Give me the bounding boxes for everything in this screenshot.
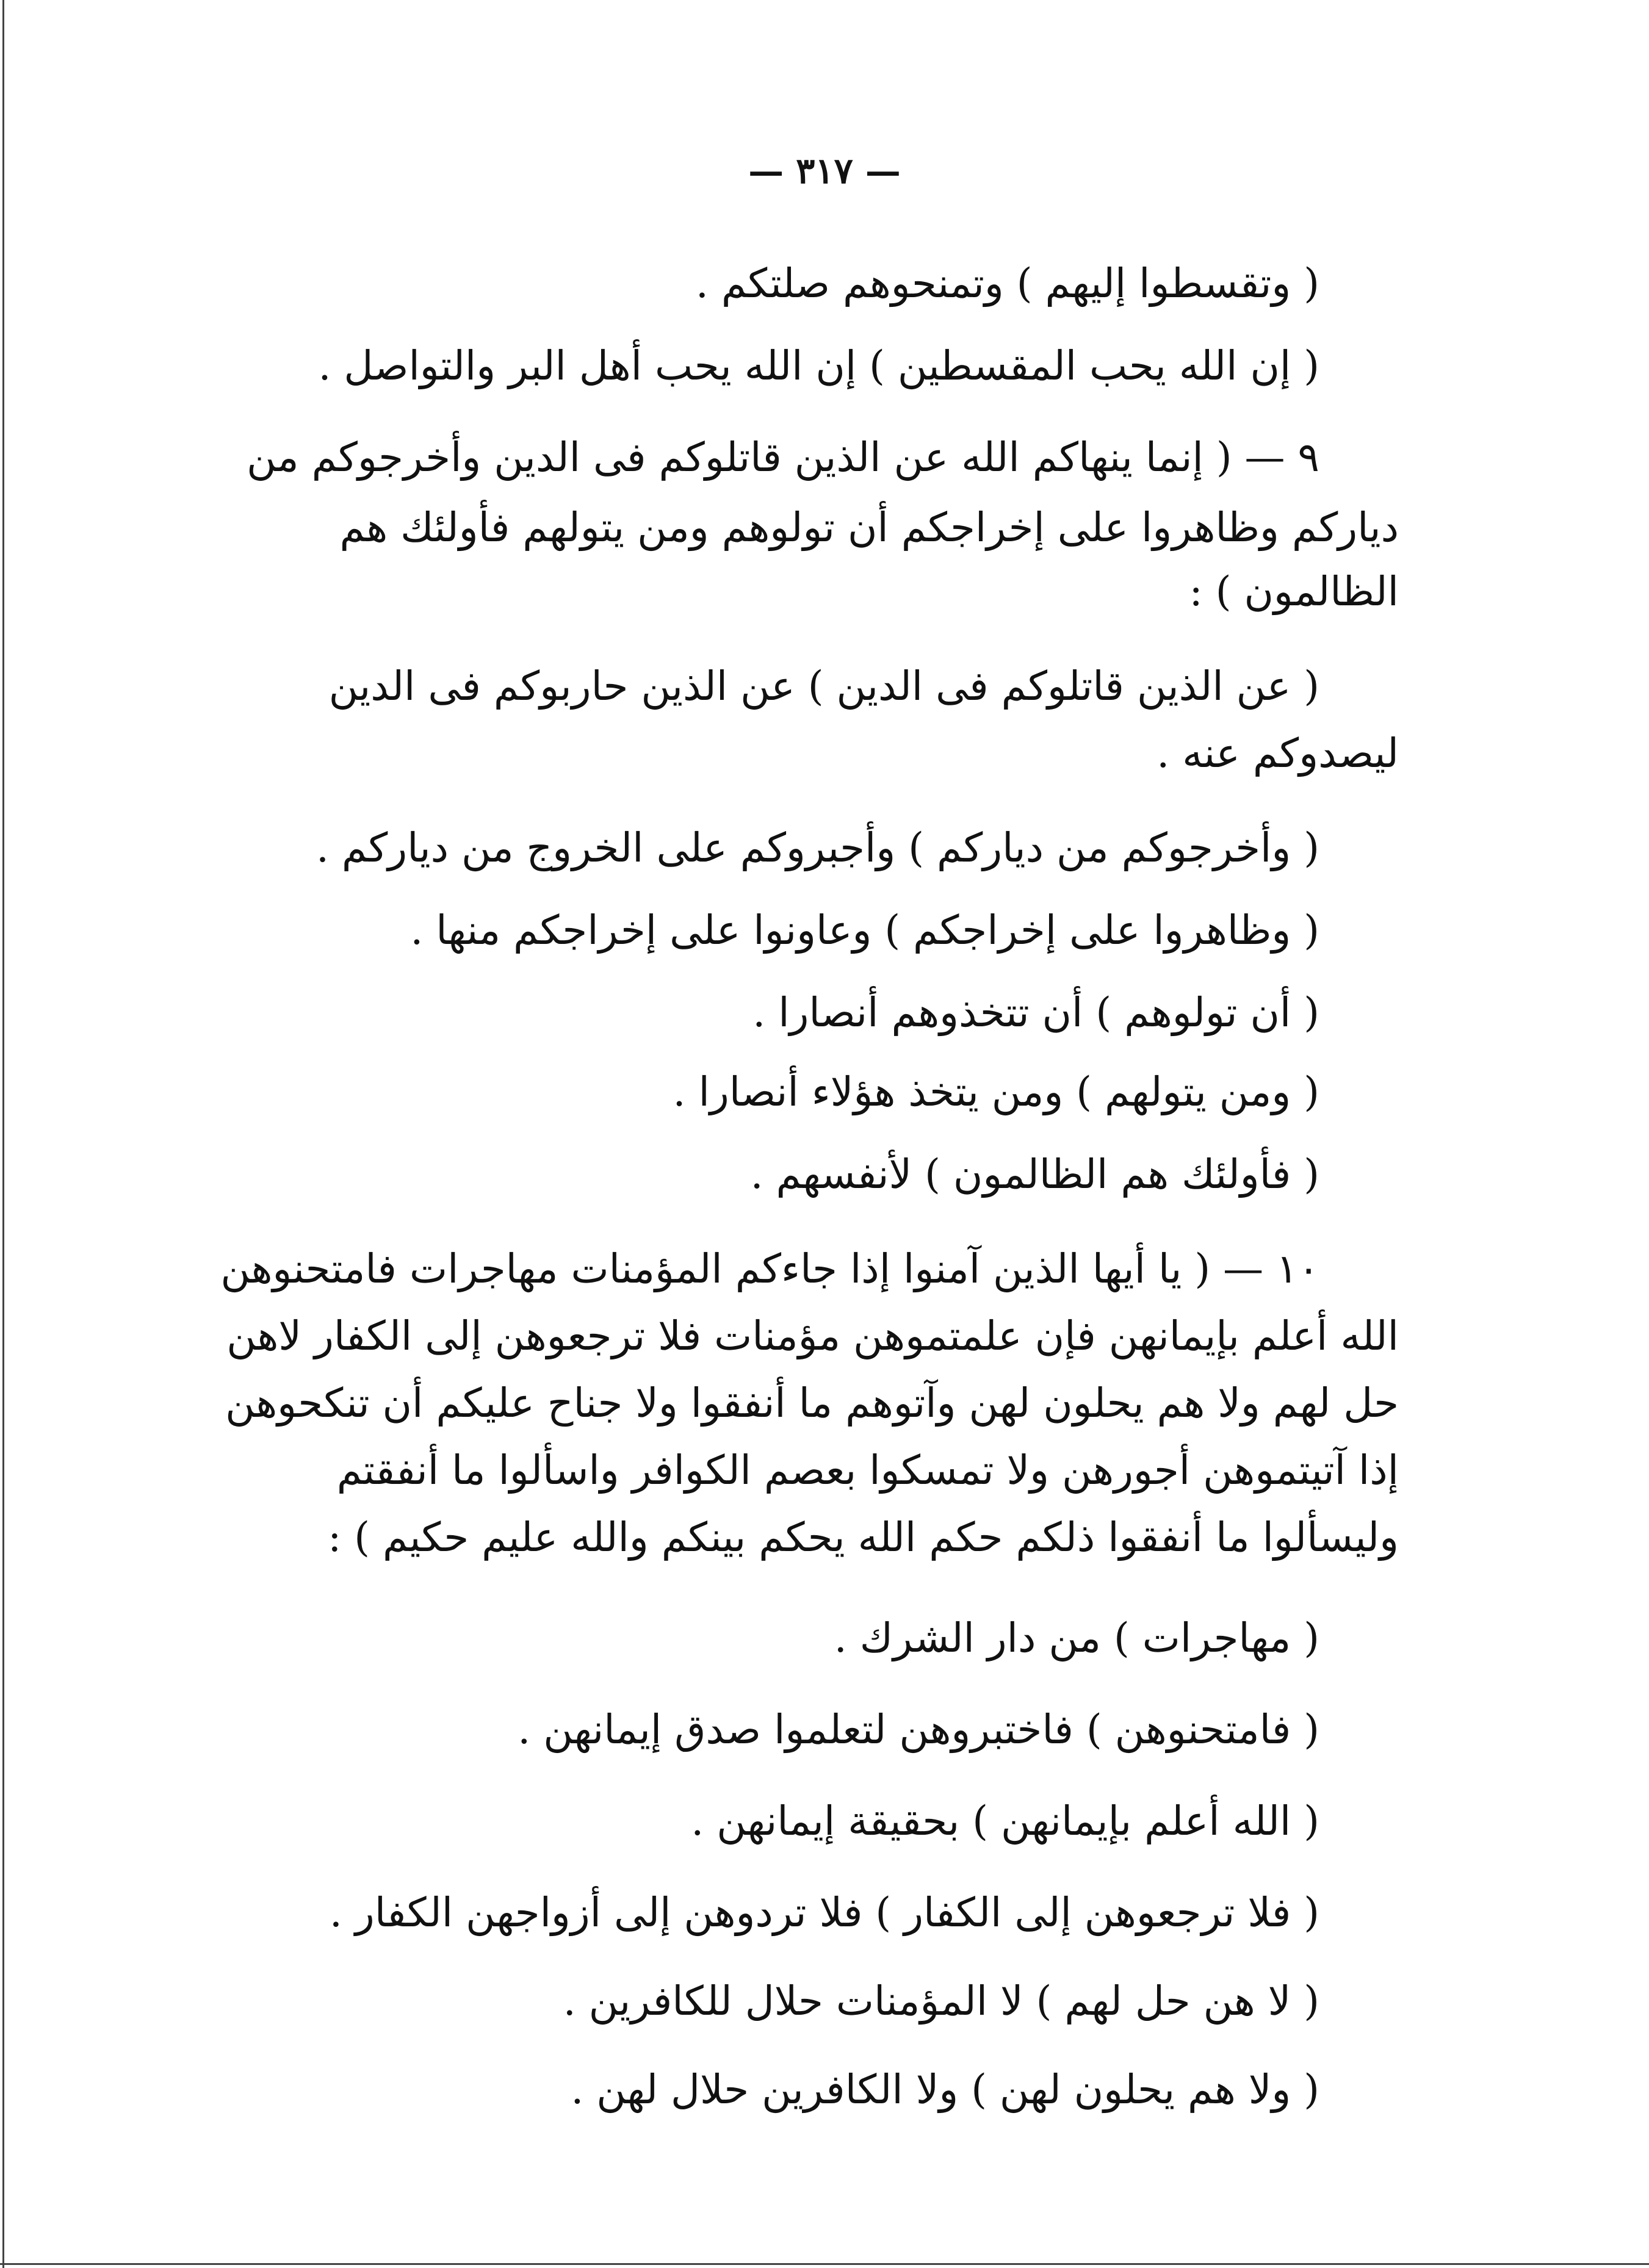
text-line-17: وليسألوا ما أنفقوا ذلكم حكم الله يحكم بينكم والله عليم حكيم ) : [328,1514,1399,1561]
text-line-18: ( مهاجرات ) من دار الشرك . [834,1615,1319,1661]
text-line-9: ( وظاهروا على إخراجكم ) وعاونوا على إخراجكم منها . [410,907,1319,954]
page-number: — ٣١٧ — [748,150,901,192]
page-bottom-border [0,2263,1649,2265]
text-line-21: ( فلا ترجعوهن إلى الكفار ) فلا تردوهن إلى أزواجهن الكفار . [329,1889,1319,1936]
text-line-12: ( فأولئك هم الظالمون ) لأنفسهم . [750,1151,1319,1198]
page-left-border [2,0,4,2268]
text-line-1: ( وتقسطوا إليهم ) وتمنحوهم صلتكم . [695,260,1319,307]
text-line-22: ( لا هن حل لهم ) لا المؤمنات حلال للكافرين . [563,1978,1319,2025]
text-line-7: ليصدوكم عنه . [1156,730,1399,777]
text-line-23: ( ولا هم يحلون لهن ) ولا الكافرين حلال لهن . [571,2066,1319,2113]
text-line-3: ٩ — ( إنما ينهاكم الله عن الذين قاتلوكم فى الدين وأخرجوكم من [247,434,1319,481]
text-line-2: ( إن الله يحب المقسطين ) إن الله يحب أهل البر والتواصل . [318,342,1319,389]
text-line-14: الله أعلم بإيمانهن فإن علمتموهن مؤمنات فلا ترجعوهن إلى الكفار لاهن [226,1312,1399,1359]
text-line-16: إذا آتيتموهن أجورهن ولا تمسكوا بعصم الكوافر واسألوا ما أنفقتم [336,1447,1399,1494]
text-line-5: الظالمون ) : [1189,568,1399,615]
text-line-8: ( وأخرجوكم من دياركم ) وأجبروكم على الخروج من دياركم . [316,824,1319,871]
text-line-20: ( الله أعلم بإيمانهن ) بحقيقة إيمانهن . [691,1798,1319,1845]
text-line-10: ( أن تولوهم ) أن تتخذوهم أنصارا . [752,989,1319,1036]
text-line-4: دياركم وظاهروا على إخراجكم أن تولوهم ومن يتولهم فأولئك هم [339,504,1399,551]
text-line-6: ( عن الذين قاتلوكم فى الدين ) عن الذين حاربوكم فى الدين [328,663,1319,710]
text-line-19: ( فامتحنوهن ) فاختبروهن لتعلموا صدق إيمانهن . [518,1706,1319,1753]
text-line-13: ١٠ — ( يا أيها الذين آمنوا إذا جاءكم المؤمنات مهاجرات فامتحنوهن [220,1245,1319,1292]
text-line-15: حل لهم ولا هم يحلون لهن وآتوهم ما أنفقوا ولا جناح عليكم أن تنكحوهن [225,1380,1399,1427]
text-line-11: ( ومن يتولهم ) ومن يتخذ هؤلاء أنصارا . [673,1068,1319,1115]
